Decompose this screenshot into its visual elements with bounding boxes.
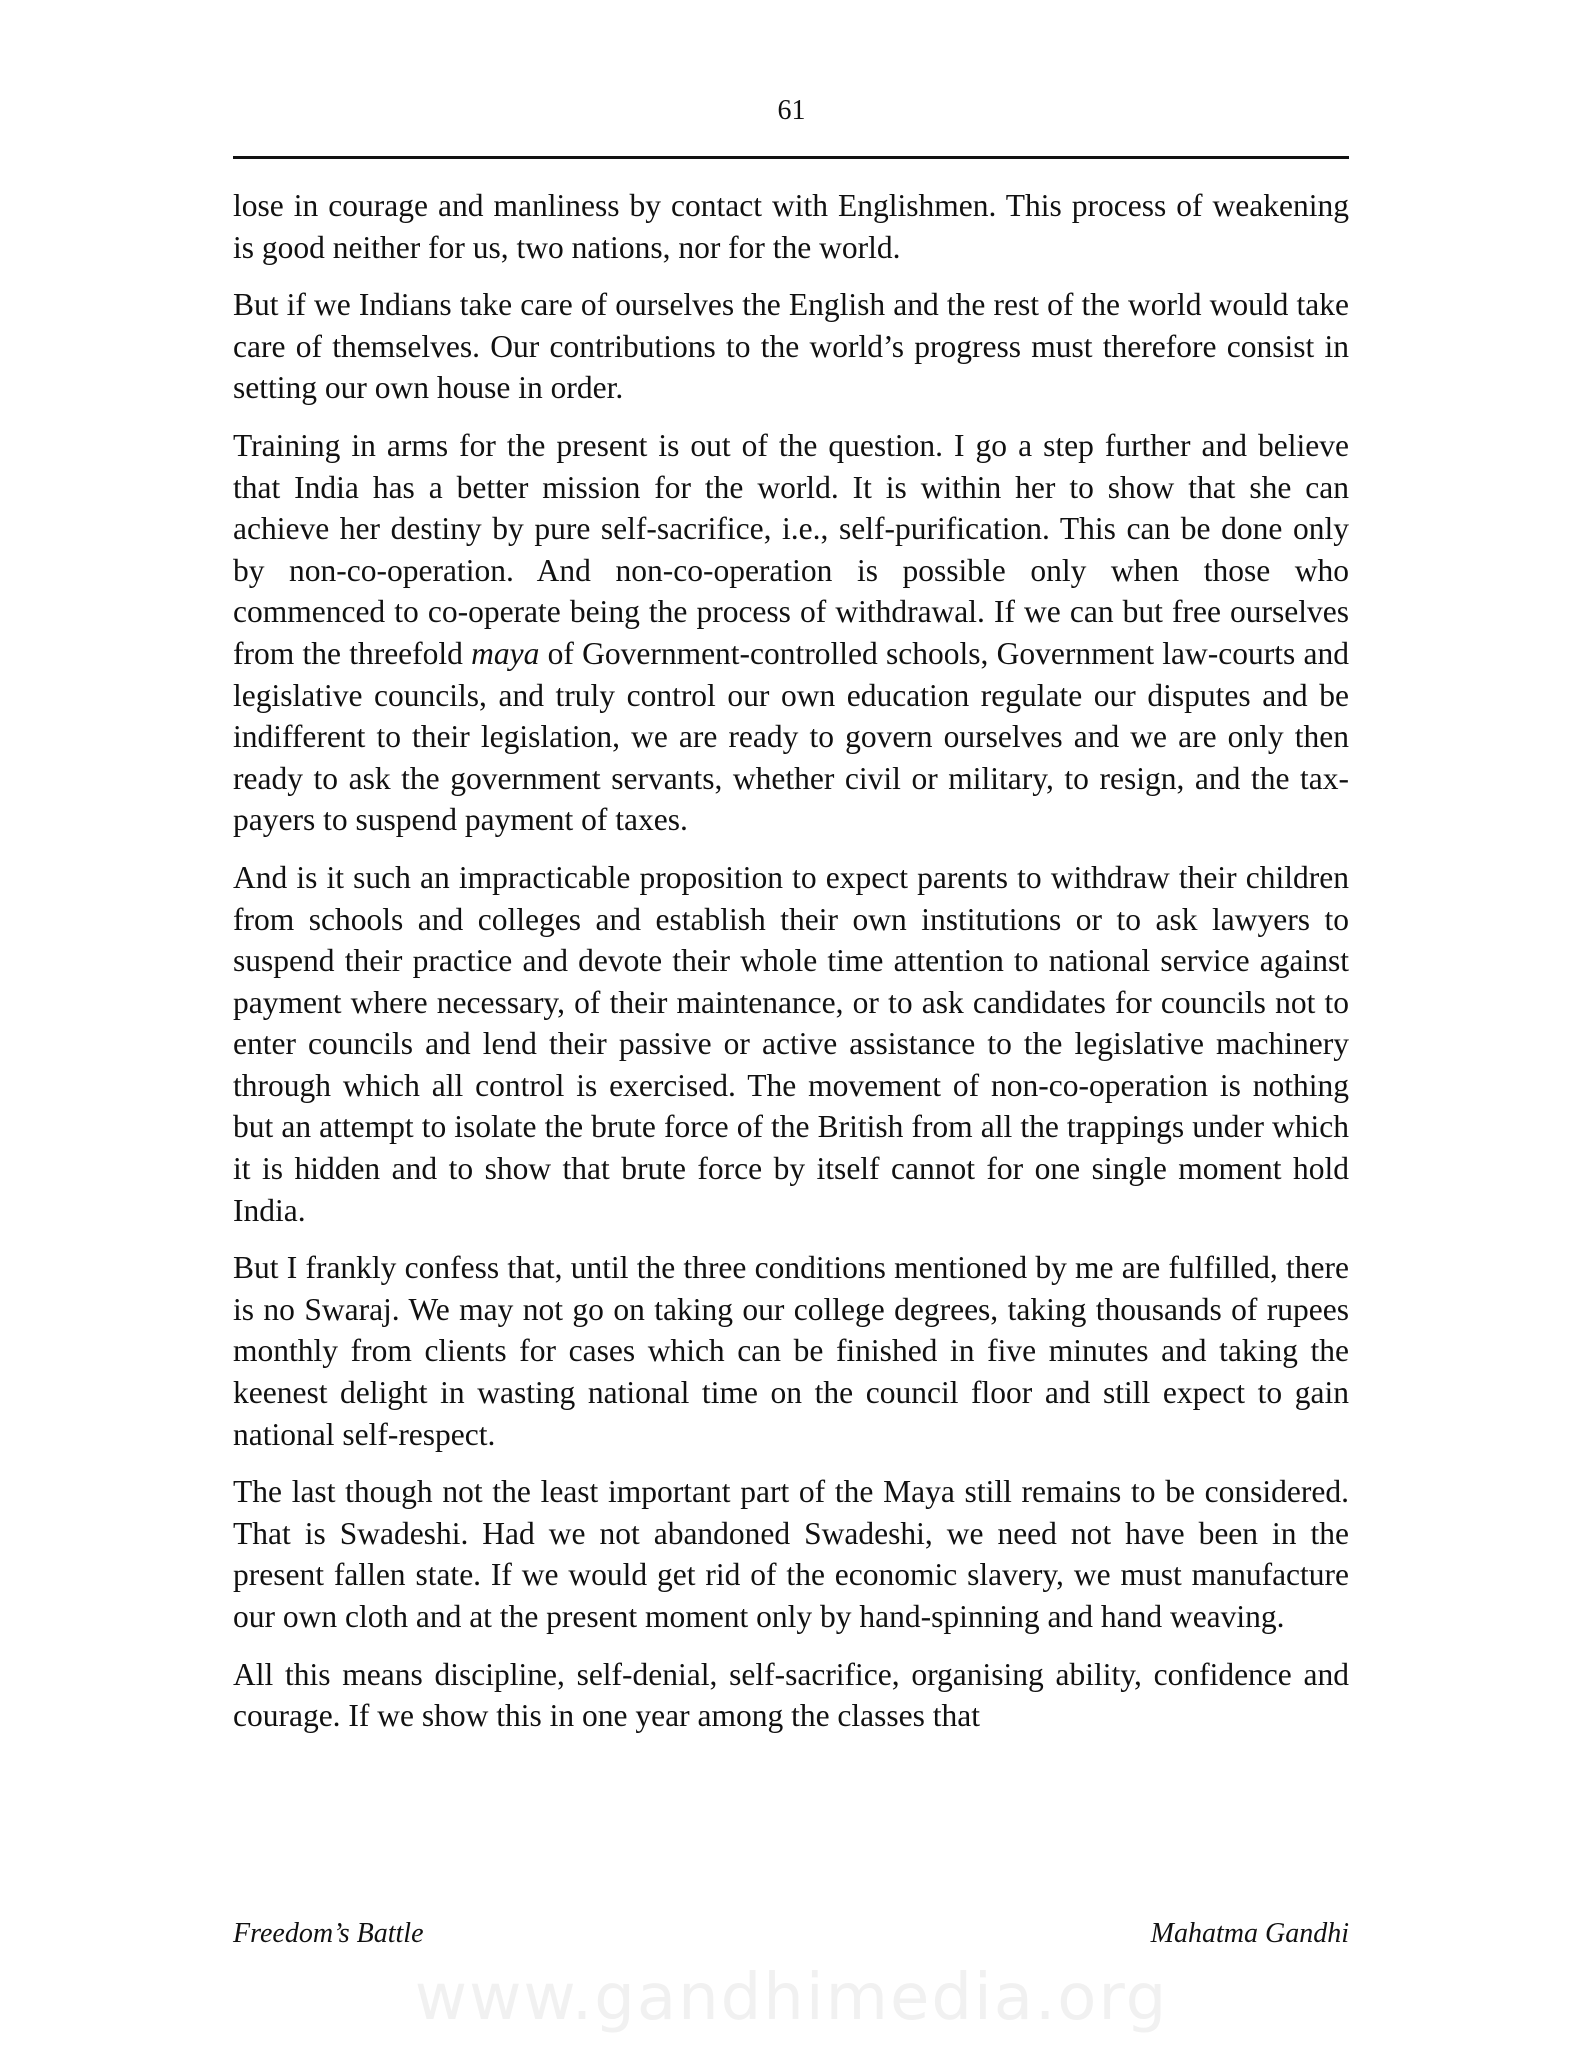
paragraph-3-text-after: of Government-controlled schools, Government law-courts and legislative councils, and truly control our own education regulate our disputes and be indifferent to their legislation, we are ready to govern ourselves and we are only then ready to ask the government servants, whether civil or military, to resign, and the tax-payers to suspend payment of taxes. [233,635,1349,838]
paragraph-5: But I frankly confess that, until the three conditions mentioned by me are fulfilled, there is no Swaraj. We may not go on taking our college degrees, taking thousands of rupees monthly from clients for cases which can be finished in five minutes and taking the keenest delight in wasting national time on the council floor and still expect to gain national self-respect. [233,1250,1349,1452]
footer-author: Mahatma Gandhi [1150,1918,1349,1949]
paragraph-3-emphasis: maya [471,635,540,671]
header-rule [233,156,1349,159]
footer-book-title: Freedom’s Battle [233,1918,424,1949]
paragraph-3 [233,425,1349,841]
paragraph-6: The last though not the least important part of the Maya still remains to be considered. That is Swadeshi. Had we not abandoned Swadeshi, we need not have been in the present fallen state. If we would get rid of the economic slavery, we must manufacture our own cloth and at the present moment only by hand-spinning and hand weaving. [233,1474,1349,1634]
page-number: 61 [777,95,806,126]
paragraph-3-text-before: Training in arms for the present is out of the question. I go a step further and believe that India has a better mission for the world. It is within her to show that she can achieve her destiny by pure self-sacrifice, i.e., self-purification. This can be done only by non-co-operation. And non-co-operation is possible only when those who commenced to co-operate being the process of withdrawal. If we can but free ourselves from the threefold [233,427,1349,671]
paragraph-4: And is it such an impracticable proposition to expect parents to withdraw their children from schools and colleges and establish their own institutions or to ask lawyers to suspend their practice and devote their whole time attention to national service against payment where necessary, of their maintenance, or to ask candidates for councils not to enter councils and lend their passive or active assistance to the legislative machinery through which all control is exercised. The movement of non-co-operation is nothing but an attempt to isolate the brute force of the British from all the trappings under which it is hidden and to show that brute force by itself cannot for one single moment hold India. [233,859,1349,1228]
body-text [233,185,1349,1753]
paragraph-1: lose in courage and manliness by contact with Englishmen. This process of weakening is good neither for us, two nations, nor for the world. [233,188,1349,265]
paragraph-7: All this means discipline, self-denial, self-sacrifice, organising ability, confidence and courage. If we show this in one year among the classes that [233,1656,1349,1734]
watermark: www.gandhimedia.org [414,1961,1169,2035]
paragraph-2: But if we Indians take care of ourselves the English and the rest of the world would take care of themselves. Our contributions to the world’s progress must therefore consist in setting our own house in order. [233,287,1349,406]
